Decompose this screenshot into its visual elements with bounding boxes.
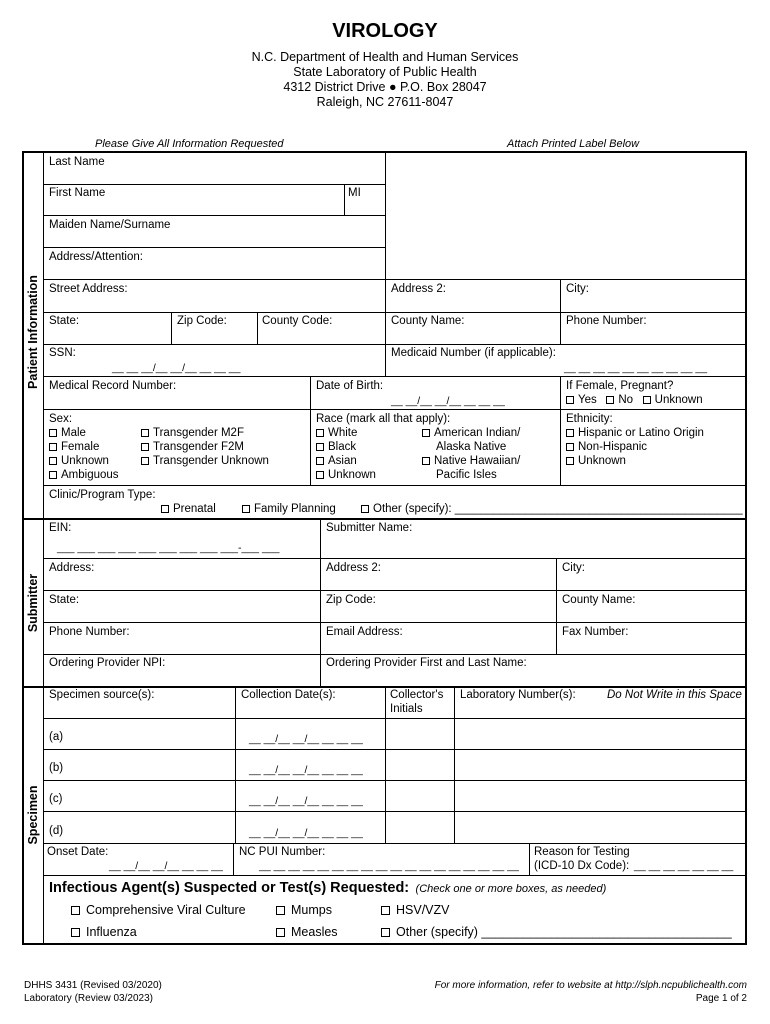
- checkbox-icon: [49, 457, 57, 465]
- reason-testing-label-2: (ICD-10 Dx Code):: [534, 860, 630, 872]
- address-attention-label: Address/Attention:: [49, 251, 143, 263]
- clinic-prenatal[interactable]: Prenatal: [161, 503, 216, 515]
- website-note: For more information, refer to website at http://slph.ncpublichealth.com: [434, 980, 747, 991]
- provider-name-label: Ordering Provider First and Last Name:: [326, 657, 527, 669]
- clinic-family-planning[interactable]: Family Planning: [242, 503, 336, 515]
- test-viral-culture[interactable]: Comprehensive Viral Culture: [71, 903, 246, 917]
- checkbox-icon: [566, 429, 574, 437]
- race-white[interactable]: White: [316, 427, 357, 439]
- ethnicity-hispanic[interactable]: Hispanic or Latino Origin: [566, 427, 704, 439]
- onset-date-field[interactable]: __ __/__ __/__ __ __ __: [109, 860, 223, 872]
- test-measles[interactable]: Measles: [276, 925, 338, 939]
- checkbox-icon: [316, 443, 324, 451]
- onset-date-label: Onset Date:: [47, 846, 109, 858]
- race-label: Race (mark all that apply):: [316, 413, 451, 425]
- checkbox-icon: [161, 505, 169, 513]
- lab-number-label: Laboratory Number(s):: [460, 689, 576, 701]
- checkbox-icon: [566, 443, 574, 451]
- header-line-2: State Laboratory of Public Health: [293, 65, 477, 79]
- sex-transgender-m2f[interactable]: Transgender M2F: [141, 427, 244, 439]
- collection-date-c[interactable]: __ __/__ __/__ __ __ __: [249, 795, 363, 807]
- dob-label: Date of Birth:: [316, 380, 384, 392]
- instructions-right: Attach Printed Label Below: [507, 138, 640, 150]
- specimen-row-c: (c): [49, 793, 63, 805]
- collection-date-label: Collection Date(s):: [241, 689, 336, 701]
- checkbox-icon: [316, 457, 324, 465]
- checkbox-icon: [566, 457, 574, 465]
- street-address-label: Street Address:: [49, 283, 128, 295]
- pregnant-unknown[interactable]: Unknown: [643, 394, 703, 406]
- pregnant-yes[interactable]: Yes: [566, 394, 597, 406]
- submitter-address-label: Address:: [49, 562, 95, 574]
- checkbox-icon: [141, 429, 149, 437]
- race-unknown[interactable]: Unknown: [316, 469, 376, 481]
- sex-transgender-f2m[interactable]: Transgender F2M: [141, 441, 244, 453]
- address2-label: Address 2:: [391, 283, 446, 295]
- race-pacific-isles-label: Pacific Isles: [436, 469, 497, 481]
- side-label-patient: Patient Information: [26, 275, 40, 389]
- specimen-row-a: (a): [49, 731, 64, 743]
- phone-label: Phone Number:: [566, 315, 647, 327]
- submitter-city-label: City:: [562, 562, 585, 574]
- collector-initials-label-2: Initials: [390, 703, 423, 715]
- submitter-address2-label: Address 2:: [326, 562, 381, 574]
- header-line-3: 4312 District Drive ● P.O. Box 28047: [283, 80, 487, 94]
- mrn-label: Medical Record Number:: [49, 380, 177, 392]
- checkbox-icon: [316, 471, 324, 479]
- page-number: Page 1 of 2: [695, 993, 747, 1004]
- race-asian[interactable]: Asian: [316, 455, 357, 467]
- tests-heading: Infectious Agent(s) Suspected or Test(s) Requested: (Check one or more boxes, as needed): [49, 880, 607, 896]
- pregnant-options: [566, 394, 703, 406]
- header-line-1: N.C. Department of Health and Human Services: [251, 50, 519, 64]
- medicaid-label: Medicaid Number (if applicable):: [391, 347, 556, 359]
- sex-unknown[interactable]: Unknown: [49, 455, 109, 467]
- side-column-divider: [43, 152, 44, 944]
- sex-label: Sex:: [49, 413, 73, 425]
- test-other[interactable]: Other (specify) ____________________________________: [381, 925, 732, 939]
- clinic-other[interactable]: Other (specify): _____________________________________________: [361, 503, 743, 515]
- sex-female[interactable]: Female: [49, 441, 99, 453]
- first-name-label: First Name: [49, 187, 106, 199]
- side-label-specimen: Specimen: [26, 785, 40, 845]
- checkbox-icon: [276, 928, 285, 937]
- header-line-4: Raleigh, NC 27611-8047: [316, 95, 454, 109]
- last-name-label: Last Name: [49, 156, 105, 168]
- instructions-left: Please Give All Information Requested: [95, 138, 284, 150]
- provider-npi-label: Ordering Provider NPI:: [49, 657, 166, 669]
- specimen-source-label: Specimen source(s):: [49, 689, 155, 701]
- county-name-label: County Name:: [391, 315, 465, 327]
- sex-male[interactable]: Male: [49, 427, 86, 439]
- specimen-row-d: (d): [49, 825, 64, 837]
- submitter-phone-label: Phone Number:: [49, 626, 130, 638]
- race-alaska-native-label: Alaska Native: [436, 441, 507, 453]
- checkbox-icon: [276, 906, 285, 915]
- do-not-write-note: Do Not Write in this Space: [607, 689, 742, 701]
- test-influenza[interactable]: Influenza: [71, 925, 137, 939]
- collector-initials-label-1: Collector's: [390, 689, 444, 701]
- zip-label: Zip Code:: [177, 315, 227, 327]
- reason-testing-field[interactable]: __ __ __ __ __ __ __: [634, 860, 734, 872]
- checkbox-icon: [566, 396, 574, 404]
- submitter-zip-label: Zip Code:: [326, 594, 376, 606]
- ethnicity-label: Ethnicity:: [566, 413, 613, 425]
- checkbox-icon: [643, 396, 651, 404]
- state-label: State:: [49, 315, 80, 327]
- race-black[interactable]: Black: [316, 441, 356, 453]
- race-native-hawaiian[interactable]: Native Hawaiian/: [422, 455, 520, 467]
- sex-transgender-unknown[interactable]: Transgender Unknown: [141, 455, 269, 467]
- county-code-label: County Code:: [262, 315, 333, 327]
- ein-label: EIN:: [49, 522, 72, 534]
- maiden-name-label: Maiden Name/Surname: [49, 219, 171, 231]
- checkbox-icon: [71, 928, 80, 937]
- checkbox-icon: [49, 429, 57, 437]
- checkbox-icon: [606, 396, 614, 404]
- dob-field[interactable]: __ __/__ __/__ __ __ __: [391, 395, 505, 407]
- submitter-county-label: County Name:: [562, 594, 636, 606]
- submitter-email-label: Email Address:: [326, 626, 403, 638]
- ethnicity-unknown[interactable]: Unknown: [566, 455, 626, 467]
- collection-date-d[interactable]: __ __/__ __/__ __ __ __: [249, 827, 363, 839]
- checkbox-icon: [242, 505, 250, 513]
- sex-ambiguous[interactable]: Ambiguous: [49, 469, 119, 481]
- specimen-row-b: (b): [49, 762, 64, 774]
- city-label: City:: [566, 283, 589, 295]
- checkbox-icon: [49, 471, 57, 479]
- mi-label: MI: [348, 187, 361, 199]
- collection-date-b[interactable]: __ __/__ __/__ __ __ __: [249, 764, 363, 776]
- collection-date-a[interactable]: __ __/__ __/__ __ __ __: [249, 733, 363, 745]
- checkbox-icon: [71, 906, 80, 915]
- ethnicity-non-hispanic[interactable]: Non-Hispanic: [566, 441, 647, 453]
- checkbox-icon: [141, 443, 149, 451]
- nc-pui-field[interactable]: __ __ __ __ __ __ __ __ __ __ __ __ __ __ __ __ __ __: [259, 860, 519, 872]
- submitter-name-label: Submitter Name:: [326, 522, 413, 534]
- ssn-field[interactable]: __ __ __/__ __/__ __ __ __: [112, 362, 241, 374]
- checkbox-icon: [381, 928, 390, 937]
- medicaid-field[interactable]: __ __ __ __ __ __ __ __ __ __: [564, 362, 708, 374]
- checkbox-icon: [381, 906, 390, 915]
- ssn-label: SSN:: [49, 347, 76, 359]
- form-title: VIROLOGY: [332, 20, 438, 42]
- nc-pui-label: NC PUI Number:: [239, 846, 326, 858]
- form-id: DHHS 3431 (Revised 03/2020): [24, 980, 162, 991]
- pregnant-no[interactable]: No: [606, 394, 633, 406]
- review-date: Laboratory (Review 03/2023): [24, 993, 153, 1004]
- clinic-program-label: Clinic/Program Type:: [49, 489, 156, 501]
- checkbox-icon: [422, 457, 430, 465]
- race-american-indian[interactable]: American Indian/: [422, 427, 520, 439]
- pregnant-label: If Female, Pregnant?: [566, 380, 674, 392]
- test-hsv-vzv[interactable]: HSV/VZV: [381, 903, 450, 917]
- reason-testing-label-1: Reason for Testing: [534, 846, 630, 858]
- submitter-fax-label: Fax Number:: [562, 626, 629, 638]
- side-label-submitter: Submitter: [26, 573, 40, 633]
- checkbox-icon: [422, 429, 430, 437]
- ein-field[interactable]: ___ ___ ___ ___ ___ ___ ___ ___ ___-___ ___: [57, 542, 280, 554]
- submitter-state-label: State:: [49, 594, 80, 606]
- checkbox-icon: [49, 443, 57, 451]
- checkbox-icon: [361, 505, 369, 513]
- checkbox-icon: [316, 429, 324, 437]
- test-mumps[interactable]: Mumps: [276, 903, 332, 917]
- checkbox-icon: [141, 457, 149, 465]
